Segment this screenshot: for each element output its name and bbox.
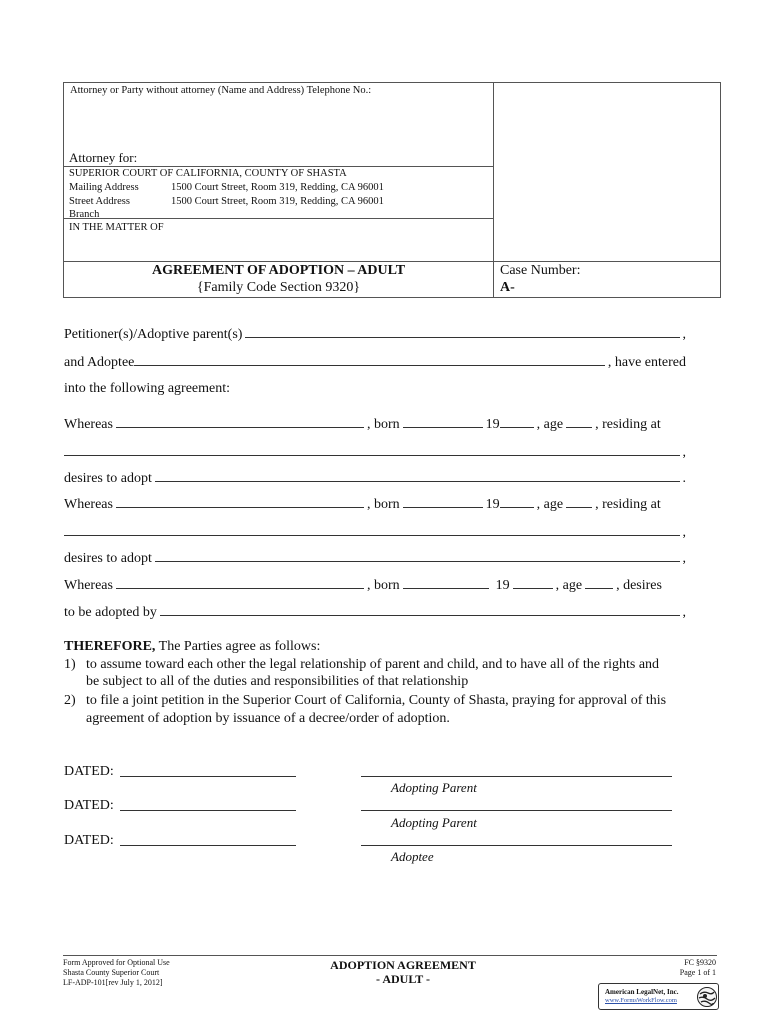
logo-company: American LegalNet, Inc. <box>605 988 679 996</box>
residence-field-2[interactable] <box>64 522 680 536</box>
adoptee-label: and Adoptee <box>64 355 135 370</box>
adopting-parent-label-2: Adopting Parent <box>391 815 477 830</box>
case-number-label: Case Number: <box>500 263 581 278</box>
age-field-3[interactable] <box>585 575 613 589</box>
born-field-3[interactable] <box>403 575 489 589</box>
year-field-2[interactable] <box>500 494 534 508</box>
mailing-label: Mailing Address <box>69 182 139 193</box>
residence-row-2: , <box>64 522 686 542</box>
footer-approved: Form Approved for Optional Use <box>63 958 170 967</box>
footer-court: Shasta County Superior Court <box>63 968 160 977</box>
item-2-line-1: to file a joint petition in the Superior Court of California, County of Shasta, praying for approval of this <box>86 693 667 708</box>
year-field-3[interactable] <box>513 575 553 589</box>
footer-form-id: LF-ADP-101[rev July 1, 2012] <box>63 978 163 987</box>
court-use-box <box>493 82 721 262</box>
street-label: Street Address <box>69 196 130 207</box>
form-title: AGREEMENT OF ADOPTION – ADULT <box>151 263 406 278</box>
age-field-2[interactable] <box>566 494 592 508</box>
adoptee-row: and Adoptee , have entered <box>64 352 686 372</box>
petitioners-row: Petitioner(s)/Adoptive parent(s) , <box>64 324 686 344</box>
age-field-1[interactable] <box>566 414 592 428</box>
matter-label: IN THE MATTER OF <box>69 222 164 233</box>
dated-label-3: DATED: <box>64 833 114 848</box>
signature-line-2[interactable] <box>361 810 672 811</box>
branch-label: Branch <box>69 209 100 220</box>
footer-rule <box>63 955 717 956</box>
whereas-row-1: Whereas , born 19 , age , residing at <box>64 414 686 434</box>
logo-url: www.FormsWorkFlow.com <box>605 997 677 1004</box>
court-name: SUPERIOR COURT OF CALIFORNIA, COUNTY OF SHASTA <box>69 168 347 179</box>
signature-line-3[interactable] <box>361 845 672 846</box>
adoptee-field[interactable] <box>134 352 605 366</box>
residence-field-1[interactable] <box>64 442 680 456</box>
mailing-value: 1500 Court Street, Room 319, Redding, CA 96001 <box>171 182 384 193</box>
petitioners-field[interactable] <box>245 324 679 338</box>
dated-label-1: DATED: <box>64 764 114 779</box>
dated-field-1[interactable] <box>120 776 296 777</box>
form-subtitle: {Family Code Section 9320} <box>196 280 361 295</box>
whereas-name-field-1[interactable] <box>116 414 364 428</box>
item-2-line-2: agreement of adoption by issuance of a decree/order of adoption. <box>86 711 450 726</box>
footer-code: FC §9320 <box>684 958 716 967</box>
item-1-number: 1) <box>64 657 76 672</box>
year-field-1[interactable] <box>500 414 534 428</box>
following-agreement: into the following agreement: <box>64 381 231 396</box>
whereas-name-field-3[interactable] <box>116 575 364 589</box>
born-field-2[interactable] <box>403 494 483 508</box>
petitioners-label: Petitioner(s)/Adoptive parent(s) <box>64 327 243 342</box>
desires-to-adopt-field-2[interactable] <box>155 548 680 562</box>
attorney-line: Attorney or Party without attorney (Name and Address) Telephone No.: <box>70 85 372 96</box>
dated-field-2[interactable] <box>120 810 296 811</box>
therefore-line: THEREFORE, The Parties agree as follows: <box>64 639 321 654</box>
whereas-name-field-2[interactable] <box>116 494 364 508</box>
item-2-number: 2) <box>64 693 76 708</box>
adopting-parent-label-1: Adopting Parent <box>391 780 477 795</box>
legalnet-logo <box>598 983 719 1010</box>
residence-row-1: , <box>64 442 686 462</box>
desires-row-1: desires to adopt . <box>64 468 686 488</box>
whereas-row-3: Whereas , born 19 , age , desires <box>64 575 686 595</box>
adopted-by-row: to be adopted by , <box>64 602 686 622</box>
adopted-by-field[interactable] <box>160 602 680 616</box>
globe-icon <box>696 986 718 1008</box>
desires-row-2: desires to adopt , <box>64 548 686 568</box>
adoptee-label: Adoptee <box>391 849 434 864</box>
following-agreement-row <box>64 380 686 398</box>
footer-title-2: - ADULT - <box>375 972 431 986</box>
desires-to-adopt-field-1[interactable] <box>155 468 680 482</box>
whereas-row-2: Whereas , born 19 , age , residing at <box>64 494 686 514</box>
attorney-for: Attorney for: <box>69 150 138 165</box>
born-field-1[interactable] <box>403 414 483 428</box>
dated-label-2: DATED: <box>64 798 114 813</box>
street-value: 1500 Court Street, Room 319, Redding, CA 96001 <box>171 196 384 207</box>
matter-divider <box>63 218 494 219</box>
item-1-line-2: be subject to all of the duties and responsibilities of that relationship <box>86 674 469 689</box>
item-1-line-1: to assume toward each other the legal relationship of parent and child, and to have all of the rights and <box>86 657 660 672</box>
dated-field-3[interactable] <box>120 845 296 846</box>
footer-title-1: ADOPTION AGREEMENT <box>330 958 476 972</box>
footer-page: Page 1 of 1 <box>679 968 716 977</box>
case-number-value: A- <box>500 280 515 295</box>
signature-line-1[interactable] <box>361 776 672 777</box>
